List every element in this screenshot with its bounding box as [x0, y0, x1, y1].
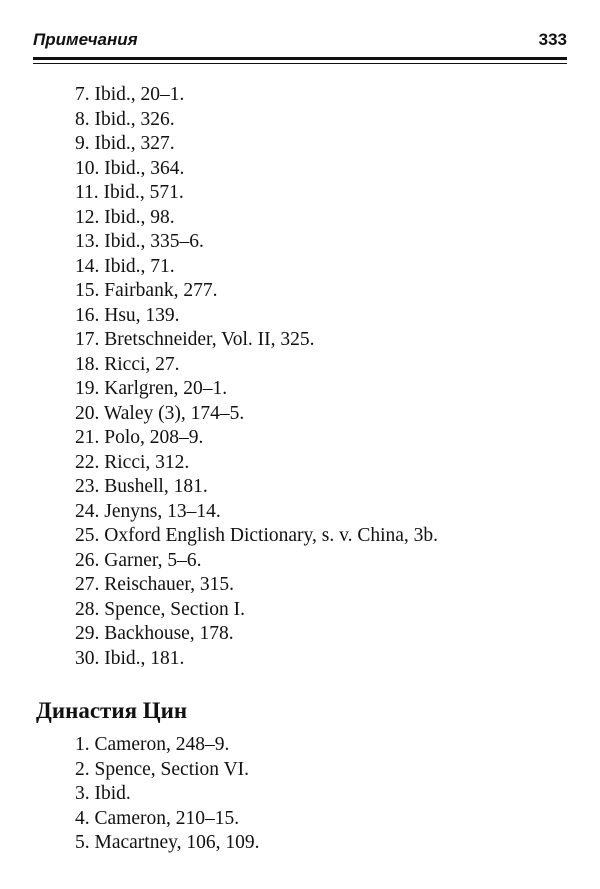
- note-item: 11. Ibid., 571.: [75, 182, 184, 203]
- note-item: 12. Ibid., 98.: [75, 206, 175, 228]
- note-item: 3. Ibid.: [75, 783, 131, 804]
- running-title: Примечания: [33, 30, 138, 49]
- header-rule-thick: [33, 57, 567, 60]
- note-item: 7. Ibid., 20–1.: [75, 84, 185, 105]
- section-notes-list: [75, 733, 259, 856]
- note-item: 9. Ibid., 327.: [75, 133, 175, 154]
- note-item: 19. Karlgren, 20–1.: [75, 378, 228, 399]
- page-number: 333: [538, 30, 567, 49]
- note-item: 23. Bushell, 181.: [75, 476, 208, 497]
- note-item: 15. Fairbank, 277.: [75, 280, 218, 301]
- note-item: 8. Ibid., 326.: [75, 108, 175, 130]
- note-item: 14. Ibid., 71.: [75, 255, 175, 277]
- note-item: 22. Ricci, 312.: [75, 451, 190, 473]
- note-item: 28. Spence, Section I.: [75, 598, 246, 620]
- note-item: 18. Ricci, 27.: [75, 353, 180, 375]
- note-item: 17. Bretschneider, Vol. II, 325.: [75, 329, 315, 350]
- header-rule-thin: [33, 63, 567, 64]
- section-heading: Династия Цин: [36, 698, 188, 723]
- note-item: 1. Cameron, 248–9.: [75, 734, 230, 755]
- note-item: 16. Hsu, 139.: [75, 304, 180, 326]
- note-item: 29. Backhouse, 178.: [75, 623, 234, 644]
- notes-list: [75, 83, 438, 671]
- note-item: 21. Polo, 208–9.: [75, 427, 204, 448]
- note-item: 2. Spence, Section VI.: [75, 758, 250, 780]
- note-item: 4. Cameron, 210–15.: [75, 807, 240, 829]
- page-header: [33, 30, 567, 54]
- note-item: 26. Garner, 5–6.: [75, 549, 202, 571]
- note-item: 24. Jenyns, 13–14.: [75, 500, 221, 522]
- note-item: 13. Ibid., 335–6.: [75, 231, 204, 252]
- note-item: 27. Reischauer, 315.: [75, 574, 234, 595]
- note-item: 10. Ibid., 364.: [75, 157, 185, 179]
- note-item: 20. Waley (3), 174–5.: [75, 402, 245, 424]
- note-item: 25. Oxford English Dictionary, s. v. China, 3b.: [75, 525, 439, 546]
- note-item: 5. Macartney, 106, 109.: [75, 832, 260, 853]
- note-item: 30. Ibid., 181.: [75, 647, 185, 669]
